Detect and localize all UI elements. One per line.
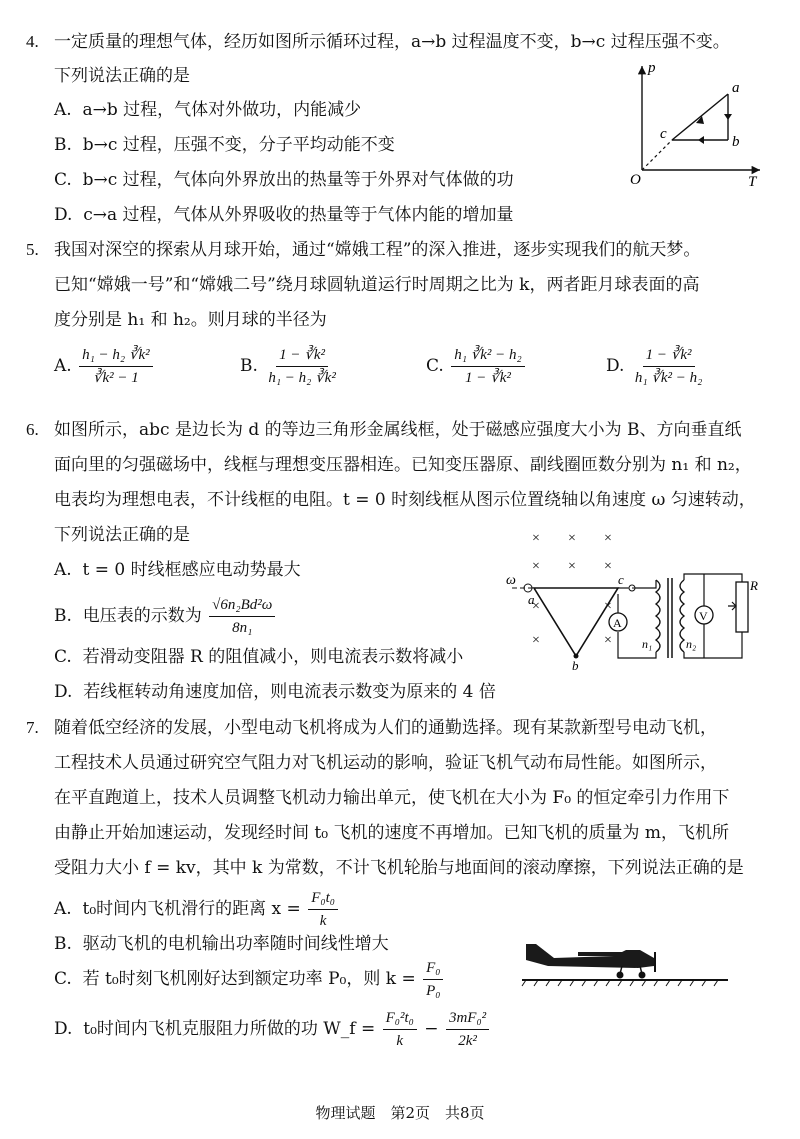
q7-option-c-fraction: $\frac{\text{F₀}}{\text{P₀}}$ — [423, 958, 443, 1001]
q4-option-b: B. b→c 过程，压强不变，分子平均动能不变 — [54, 135, 395, 155]
origin-label: O — [630, 172, 641, 188]
svg-text:×: × — [532, 531, 540, 546]
svg-text:V: V — [699, 609, 708, 623]
primary-coil — [656, 580, 660, 652]
q6-line3: 电表均为理想电表，不计线框的电阻。t = 0 时刻线框从图示位置绕轴以角速度 ω 匀速转动， — [54, 490, 756, 510]
svg-text:×: × — [604, 559, 612, 574]
q6-number: 6. — [26, 420, 39, 439]
svg-text:×: × — [568, 531, 576, 546]
svg-text:×: × — [568, 559, 576, 574]
q5-number: 5. — [26, 240, 39, 259]
n2-label: n₂ — [686, 637, 697, 651]
vertex-a-label: a — [528, 592, 535, 607]
q6-option-d: D. 若线框转动角速度加倍，则电流表示数变为原来的 4 倍 — [54, 682, 496, 702]
q7-option-c: C. 若 t₀时刻飞机刚好达到额定功率 P₀，则 k = $\frac{\text{F₀}}{\text{P₀}}$ — [54, 958, 445, 1001]
q4-option-a: A. a→b 过程，气体对外做功，内能减少 — [54, 100, 362, 120]
q6-option-b-fraction: $\frac{\text{√6n₂Bd²ω}}{\text{8n₁}}$ — [209, 595, 275, 638]
q4-number: 4. — [26, 32, 39, 51]
q5-line1: 我国对深空的探索从月球开始，通过“嫦娥工程”的深入推进，逐步实现我们的航天梦。 — [54, 240, 701, 260]
vertex-c-label: c — [618, 572, 624, 587]
q4-stem-line2: 下列说法正确的是 — [54, 66, 190, 86]
q6-line2: 面向里的匀强磁场中，线框与理想变压器相连。已知变压器原、副线圈匝数分别为 n₁ 和 n₂， — [54, 455, 752, 475]
svg-text:×: × — [532, 633, 540, 648]
q5-option-d-fraction: $\frac{\text{1 − ∛k²}}{\text{h₁ ∛k² − h₂}}$ — [634, 347, 703, 386]
q7-line2: 工程技术人员通过研究空气阻力对飞机运动的影响，验证飞机气动布局性能。如图所示， — [54, 753, 717, 773]
q7-line3: 在平直跑道上，技术人员调整飞机动力输出单元，使飞机在大小为 F₀ 的恒定牵引力作用下 — [54, 788, 730, 808]
q6-line4: 下列说法正确的是 — [54, 525, 190, 545]
q5-option-b-fraction: $\frac{\text{1 − ∛k²}}{\text{h₁ − h₂ ∛k²}}$ — [268, 347, 336, 386]
resistor-label: R — [750, 578, 758, 593]
page-footer: 物理试题 第2页 共8页 — [315, 1104, 485, 1122]
q6-option-a: A. t = 0 时线框感应电动势最大 — [54, 560, 301, 580]
magnetic-field-crosses — [532, 531, 612, 648]
q7-option-d-fraction1: $\frac{\text{F₀²t₀}}{k}$ — [383, 1008, 417, 1051]
omega-label: ω — [506, 573, 516, 588]
q5-line3: 度分别是 h₁ 和 h₂。则月球的半径为 — [54, 310, 327, 330]
q6-option-b: B. 电压表的示数为 $\frac{\text{√6n₂Bd²ω}}{\text{8n₁}}$ — [54, 595, 277, 638]
q7-option-d: D. t₀时间内飞机克服阻力所做的功 W_f = $\frac{\text{F₀²t₀}}{k}$ − $\frac{\text{3mF₀²}}{\text{2k²}}$ — [54, 1008, 491, 1051]
line-ca — [672, 94, 728, 140]
q5-option-b: B. $\frac{\text{1 − ∛k²}}{\text{h₁ − h₂ ∛k²}}$ — [240, 345, 341, 388]
q7-option-a: A. t₀时间内飞机滑行的距离 x = $\frac{\text{F₀t₀}}{k}$ — [54, 888, 340, 931]
q4-option-c: C. b→c 过程，气体向外界放出的热量等于外界对气体做的功 — [54, 170, 514, 190]
svg-text:A: A — [613, 616, 622, 630]
q5-line2: 已知“嫦娥一号”和“嫦娥二号”绕月球圆轨道运行时周期之比为 k，两者距月球表面的高 — [54, 275, 700, 295]
svg-text:×: × — [604, 633, 612, 648]
q6-circuit-diagram — [506, 524, 766, 670]
svg-text:×: × — [604, 599, 612, 614]
airplane-wheel — [639, 972, 646, 979]
q7-line4: 由静止开始加速运动，发现经时间 t₀ 飞机的速度不再增加。已知飞机的质量为 m，飞机所 — [54, 823, 729, 843]
airplane-wheel — [617, 972, 624, 979]
q5-option-a-fraction: $\frac{\text{h₁ − h₂ ∛k²}}{\text{∛k² − 1}}$ — [79, 345, 153, 388]
q5-option-c-fraction: $\frac{\text{h₁ ∛k² − h₂}}{\text{1 − ∛k²}}$ — [451, 345, 525, 388]
t-label: T — [748, 174, 757, 188]
q7-option-a-fraction: $\frac{\text{F₀t₀}}{k}$ — [308, 888, 338, 931]
q7-line5: 受阻力大小 f = kv，其中 k 为常数，不计飞机轮胎与地面间的滚动摩擦，下列说法正确的是 — [54, 858, 744, 878]
p-label: p — [648, 60, 656, 76]
q7-number: 7. — [26, 718, 39, 737]
q5-option-c: C. $\frac{\text{h₁ ∛k² − h₂}}{\text{1 − ∛k²}}$ — [426, 345, 527, 388]
q4-option-d: D. c→a 过程，气体从外界吸收的热量等于气体内能的增加量 — [54, 205, 514, 225]
vertex-b-label: b — [572, 658, 579, 670]
rheostat-icon — [736, 582, 748, 632]
point-a-label: a — [732, 80, 740, 96]
point-c-label: c — [660, 126, 667, 142]
q7-option-d-fraction2: $\frac{\text{3mF₀²}}{\text{2k²}}$ — [446, 1008, 489, 1051]
airplane-illustration — [518, 936, 732, 992]
q4-stem-line1: 一定质量的理想气体，经历如图所示循环过程，a→b 过程温度不变，b→c 过程压强不变。 — [54, 32, 730, 52]
svg-text:×: × — [604, 531, 612, 546]
q5-option-a: A. $\frac{\text{h₁ − h₂ ∛k²}}{\text{∛k² − 1}}$ — [54, 345, 155, 388]
n1-label: n₁ — [642, 637, 653, 651]
q7-line1: 随着低空经济的发展，小型电动飞机将成为人们的通勤选择。现有某款新型号电动飞机， — [54, 718, 717, 738]
q5-option-d: D. $\frac{\text{1 − ∛k²}}{\text{h₁ ∛k² − h₂}}$ — [606, 345, 707, 388]
point-b-label: b — [732, 134, 740, 150]
q7-option-b: B. 驱动飞机的电机输出功率随时间线性增大 — [54, 934, 389, 954]
q6-option-c: C. 若滑动变阻器 R 的阻值减小，则电流表示数将减小 — [54, 647, 464, 667]
q6-line1: 如图所示，abc 是边长为 d 的等边三角形金属线框，处于磁感应强度大小为 B、方向垂直纸 — [54, 420, 742, 440]
svg-text:×: × — [532, 599, 540, 614]
svg-text:×: × — [532, 559, 540, 574]
secondary-coil — [680, 580, 684, 652]
pt-graph — [620, 58, 770, 188]
extension-dashed — [642, 140, 672, 170]
